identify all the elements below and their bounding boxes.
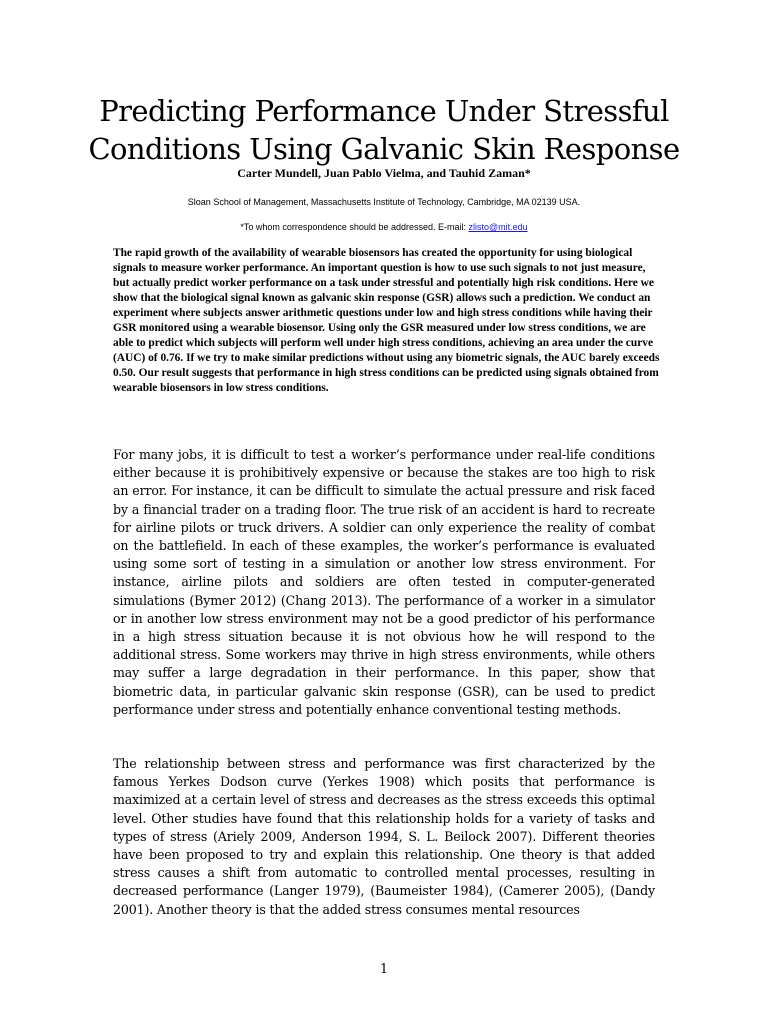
correspondence-note bbox=[80, 221, 688, 233]
abstract: The rapid growth of the availability of wearable biosensors has created the opportunity for using biological signals to measure worker performance. An important question is how to use such signals to not just measure, but actually predict worker performance on a task under stressful and potentially high risk conditions. Here we show that the biological signal known as galvanic skin response (GSR) allows such a prediction. We conduct an experiment where subjects answer arithmetic questions under low and high stress conditions while having their GSR monitored using a wearable biosensor. Using only the GSR measured under low stress conditions, we are able to predict which subjects will perform well under high stress conditions, achieving an area under the curve (AUC) of 0.76. If we try to make similar predictions without using any biometric signals, the AUC barely exceeds 0.50. Our result suggests that performance in high stress conditions can be predicted using signals obtained from wearable biosensors in low stress conditions. bbox=[113, 247, 660, 394]
author-list: Carter Mundell, Juan Pablo Vielma, and Tauhid Zaman* bbox=[237, 166, 531, 180]
page-number: 1 bbox=[379, 961, 388, 976]
body-paragraph-2: The relationship between stress and performance was first characterized by the famous Yerkes Dodson curve (Yerkes 1908) which posits that performance is maximized at a certain level of stress and decreases as the stress exceeds this optimal level. Other studies have found that this relationship holds for a variety of tasks and types of stress (Ariely 2009, Anderson 1994, S. L. Beilock 2007). Different theories have been proposed to try and explain this relationship. One theory is that added stress causes a shift from automatic to controlled mental processes, resulting in decreased performance (Langer 1979), (Baumeister 1984), (Camerer 2005), (Dandy 2001). Another theory is that the added stress consumes mental resources bbox=[113, 756, 655, 917]
email-link[interactable]: zlisto@mit.edu bbox=[468, 222, 528, 232]
paper-title: Predicting Performance Under Stressful Conditions Using Galvanic Skin Response bbox=[88, 94, 680, 166]
correspondence-prefix: *To whom correspondence should be addressed. E-mail: bbox=[240, 222, 469, 232]
affiliation: Sloan School of Management, Massachusetts Institute of Technology, Cambridge, MA 02139 USA. bbox=[187, 197, 581, 207]
body-paragraph-1: For many jobs, it is difficult to test a worker’s performance under real-life conditions either because it is prohibitively expensive or because the stakes are too high to risk an error. For instance, it can be difficult to simulate the actual pressure and risk faced by a financial trader on a trading floor. The true risk of an accident is hard to recreate for airline pilots or truck drivers. A soldier can only experience the reality of combat on the battlefield. In each of these examples, the worker’s performance is evaluated using some sort of testing in a simulation or another low stress environment. For instance, airline pilots and soldiers are often tested in computer-generated simulations (Bymer 2012) (Chang 2013). The performance of a worker in a simulator or in another low stress environment may not be a good predictor of his performance in a high stress situation because it is not obvious how he will respond to the additional stress. Some workers may thrive in high stress environments, while others may suffer a large degradation in their performance. In this paper, show that biometric data, in particular galvanic skin response (GSR), can be used to predict performance under stress and potentially enhance conventional testing methods. bbox=[113, 447, 655, 717]
